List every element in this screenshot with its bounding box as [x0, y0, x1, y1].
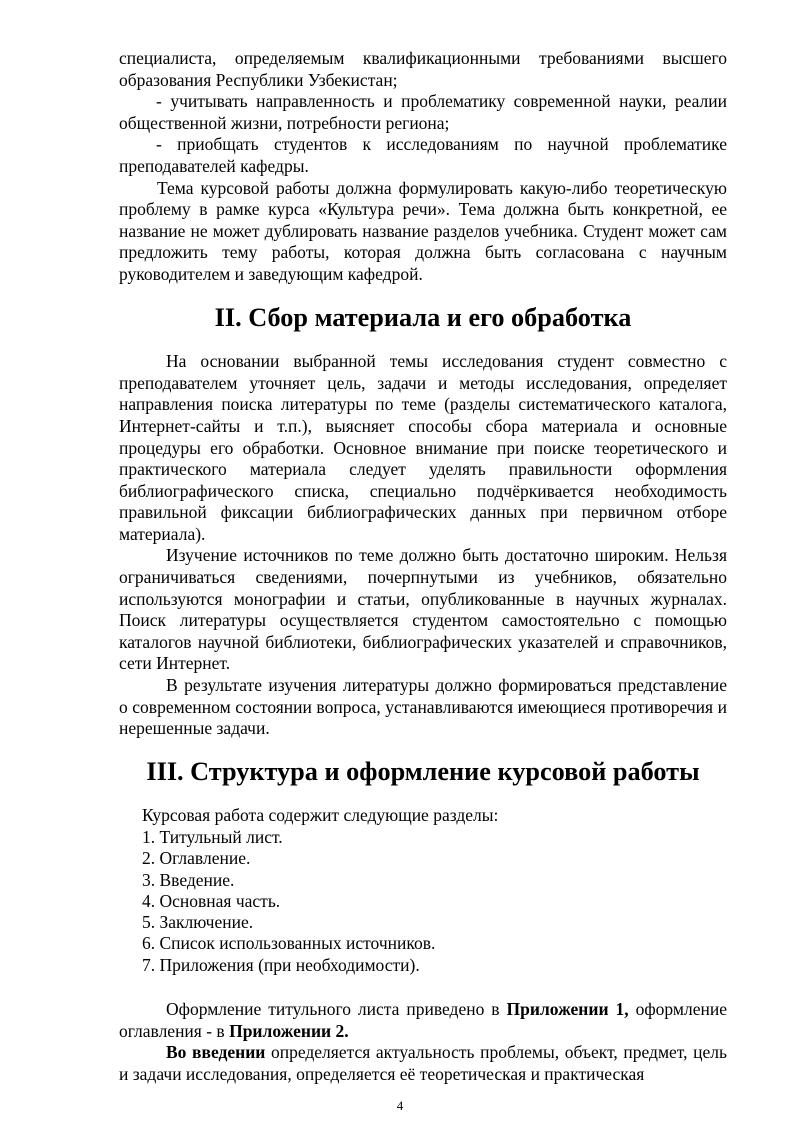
- list-intro: Курсовая работа содержит следующие разделы:: [142, 805, 499, 826]
- list-item: 6. Список использованных источников.: [142, 933, 436, 954]
- page-content: [119, 48, 727, 1085]
- list-item: 4. Основная часть.: [142, 890, 281, 911]
- paragraph-sources-study: Изучение источников по теме должно быть достаточно широким. Нельзя ограничиваться сведениями, почерпнутыми из учебников, обязательно используются монографии и статьи, опубликованные в научных журналах. Поиск литературы осуществляется студентом самостоятельно с помощью каталогов научной библиотеки, библиографических указателей и справочников, сети Интернет.: [119, 545, 727, 674]
- paragraph-research-topic: На основании выбранной темы исследования студент совместно с преподавателем уточняет цель, задачи и методы исследования, определяет направления поиска литературы по теме (разделы систематического каталога, Интернет-сайты и т.п.), выясняет способы сбора материала и основные процедуры его обработки. Основное внимание при поиске теоретического и практического материала следует уделять правильности оформления библиографического списка, специально подчёркивается необходимость правильной фиксации библиографических данных при первичном отборе материала).: [119, 351, 727, 544]
- list-item: 5. Заключение.: [142, 912, 254, 933]
- bullet-involve-students: - приобщать студентов к исследованиям по научной проблематике преподавателей кафедры.: [119, 134, 727, 176]
- appendix-1-ref: Приложении 1,: [506, 999, 629, 1020]
- design-text-2: оформление оглавления - в: [119, 999, 727, 1041]
- section-heading-structure: III. Структура и оформление курсовой работы: [146, 756, 700, 786]
- design-text-1: Оформление титульного листа приведено в: [166, 999, 507, 1020]
- paragraph-design-appendix: [119, 999, 727, 1042]
- introduction-term: Во введении: [166, 1042, 266, 1063]
- paragraph-topic: Тема курсовой работы должна формулировать какую-либо теоретическую проблему в рамке курса «Культура речи». Тема должна быть конкретной, ее название не может дублировать название разделов учебника. Студент может сам предложить тему работы, которая должна быть согласована с научным руководителем и заведующим кафедрой.: [119, 177, 727, 284]
- list-item: 1. Титульный лист.: [142, 827, 283, 847]
- bullet-consider-science: - учитывать направленность и проблематику современной науки, реалии общественной жизни, потребности региона;: [119, 91, 727, 133]
- paragraph-literature-result: В результате изучения литературы должно формироваться представление о современном состоянии вопроса, устанавливаются имеющиеся противоречия и нерешенные задачи.: [119, 675, 727, 739]
- paragraph-introduction: [119, 1042, 727, 1085]
- introduction-text: определяется актуальность проблемы, объект, предмет, цель и задачи исследования, определяется её теоретическая и практическая: [119, 1042, 727, 1084]
- paragraph-requirements-continuation: специалиста, определяемым квалификационными требованиями высшего образования Республики Узбекистан;: [119, 48, 727, 90]
- list-item: 2. Оглавление.: [142, 848, 251, 869]
- section-heading-material-collection: II. Сбор материала и его обработка: [214, 302, 632, 332]
- page-number: 4: [396, 1098, 404, 1113]
- appendix-2-ref: Приложении 2.: [229, 1020, 349, 1041]
- list-item: 3. Введение.: [142, 869, 235, 890]
- sections-list: [142, 827, 727, 976]
- list-item: 7. Приложения (при необходимости).: [142, 954, 420, 975]
